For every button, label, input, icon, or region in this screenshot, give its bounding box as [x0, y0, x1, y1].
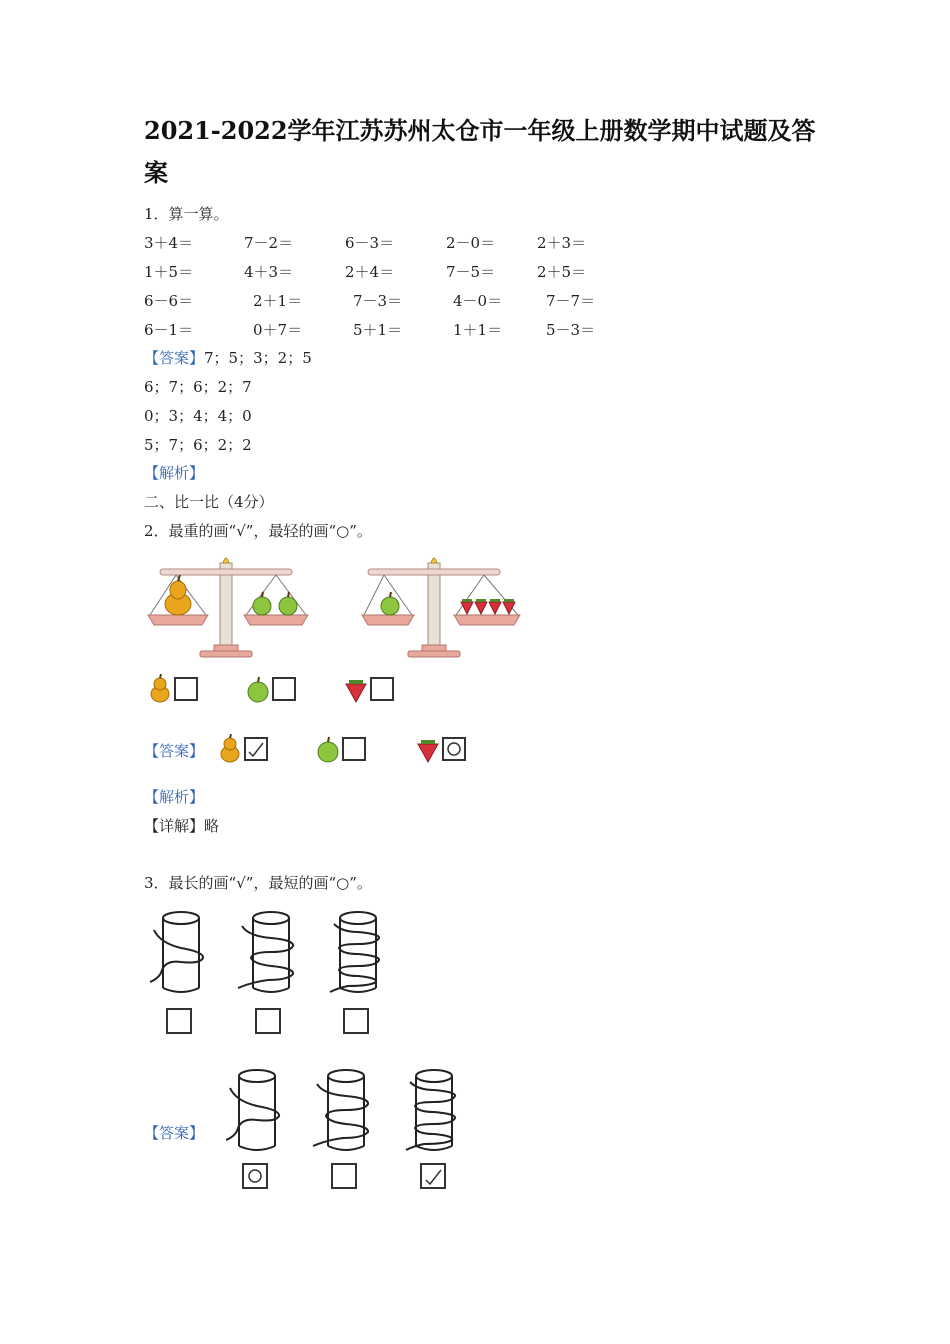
q1-exercise-item: 2－0＝	[446, 234, 496, 252]
q1-exercise-item: 7－7＝	[546, 292, 596, 310]
q3-heading: 3．最长的画“√”，最短的画“○”。	[144, 874, 372, 892]
q2-strawberry-box[interactable]	[370, 677, 394, 701]
q1-answer-3: 0；3；4；4；0	[144, 407, 252, 425]
q1-exercise-item: 6－3＝	[345, 234, 395, 252]
q1-exercise-item: 1＋1＝	[453, 321, 503, 339]
q1-exercise-item: 0＋7＝	[253, 321, 303, 339]
q1-exercise-item: 1＋5＝	[144, 263, 194, 281]
q2-answer-apple-box	[342, 737, 366, 761]
q1-exercise-item: 2＋1＝	[253, 292, 303, 310]
strawberry-icon	[416, 736, 442, 764]
apple-icon	[253, 592, 271, 615]
q2-analysis-label: 【解析】	[144, 788, 205, 806]
check-mark-icon	[246, 739, 266, 759]
q1-exercise-item: 4－0＝	[453, 292, 503, 310]
circle-mark-icon	[244, 1165, 266, 1187]
q3-answer-cylinder-2-box	[331, 1163, 357, 1189]
q2-pear-box[interactable]	[174, 677, 198, 701]
q1-exercise-item: 7－3＝	[353, 292, 403, 310]
q3-cylinder-3-box[interactable]	[343, 1008, 369, 1034]
q3-answer-label: 【答案】	[144, 1124, 205, 1142]
q3-cylinder-2-box[interactable]	[255, 1008, 281, 1034]
q1-answer-1: 7；5；3；2；5	[204, 349, 312, 367]
apple-icon	[316, 736, 342, 764]
q3-cylinders-figure	[148, 908, 388, 998]
q1-exercise-item: 7－2＝	[244, 234, 294, 252]
q1-exercise-item: 5－3＝	[546, 321, 596, 339]
document-title: 2021-2022学年江苏苏州太仓市一年级上册数学期中试题及答案	[144, 116, 816, 187]
apple-icon	[246, 676, 272, 704]
q3-cylinder-1-box[interactable]	[166, 1008, 192, 1034]
q3-answer-cylinder-3-box	[420, 1163, 446, 1189]
q1-exercise-item: 6－6＝	[144, 292, 194, 310]
q1-answer-2: 6；7；6；2；7	[144, 378, 252, 396]
q1-exercise-item: 6－1＝	[144, 321, 194, 339]
cylinder-rope-1	[150, 912, 203, 992]
q1-answer-line-1	[144, 348, 312, 368]
q2-answer-strawberry-box	[442, 737, 466, 761]
q1-exercise-item: 4＋3＝	[244, 263, 294, 281]
check-mark-icon	[422, 1165, 444, 1187]
q1-answer-4: 5；7；6；2；2	[144, 436, 252, 454]
circle-mark-icon	[444, 739, 464, 759]
cylinder-rope-2	[238, 912, 293, 992]
q2-answer-pear-box	[244, 737, 268, 761]
balance-scale-2	[362, 558, 520, 657]
q1-answer-label: 【答案】	[144, 349, 205, 367]
q2-apple-box[interactable]	[272, 677, 296, 701]
strawberry-icon	[475, 599, 487, 614]
q1-exercise-item: 2＋3＝	[537, 234, 587, 252]
q3-answer-cylinder-1-box	[242, 1163, 268, 1189]
q1-exercise-item: 3＋4＝	[144, 234, 194, 252]
cylinder-rope-1	[226, 1070, 279, 1150]
q1-heading: 1．算一算。	[144, 205, 229, 223]
q1-analysis-label: 【解析】	[144, 464, 205, 482]
q1-exercise-item: 2＋4＝	[345, 263, 395, 281]
q1-exercise-item: 5＋1＝	[353, 321, 403, 339]
q3-answer-cylinders-figure	[226, 1066, 466, 1156]
q1-exercise-item: 2＋5＝	[537, 263, 587, 281]
q2-answer-label: 【答案】	[144, 742, 205, 760]
pear-icon	[165, 575, 191, 615]
q2-balance-scales-figure	[140, 555, 540, 660]
apple-icon	[279, 592, 297, 615]
balance-scale-1	[148, 558, 308, 657]
apple-icon	[381, 592, 399, 615]
strawberry-icon	[344, 676, 370, 704]
section-2-heading: 二、比一比（4分）	[144, 493, 274, 511]
cylinder-rope-3	[406, 1070, 455, 1150]
strawberry-icon	[503, 599, 515, 614]
q1-exercise-item: 7－5＝	[446, 263, 496, 281]
strawberry-icon	[461, 599, 473, 614]
q2-heading: 2．最重的画“√”，最轻的画“○”。	[144, 522, 372, 540]
q2-detail: 【详解】略	[144, 817, 220, 835]
strawberry-icon	[489, 599, 501, 614]
cylinder-rope-3	[330, 912, 379, 992]
cylinder-rope-2	[313, 1070, 368, 1150]
